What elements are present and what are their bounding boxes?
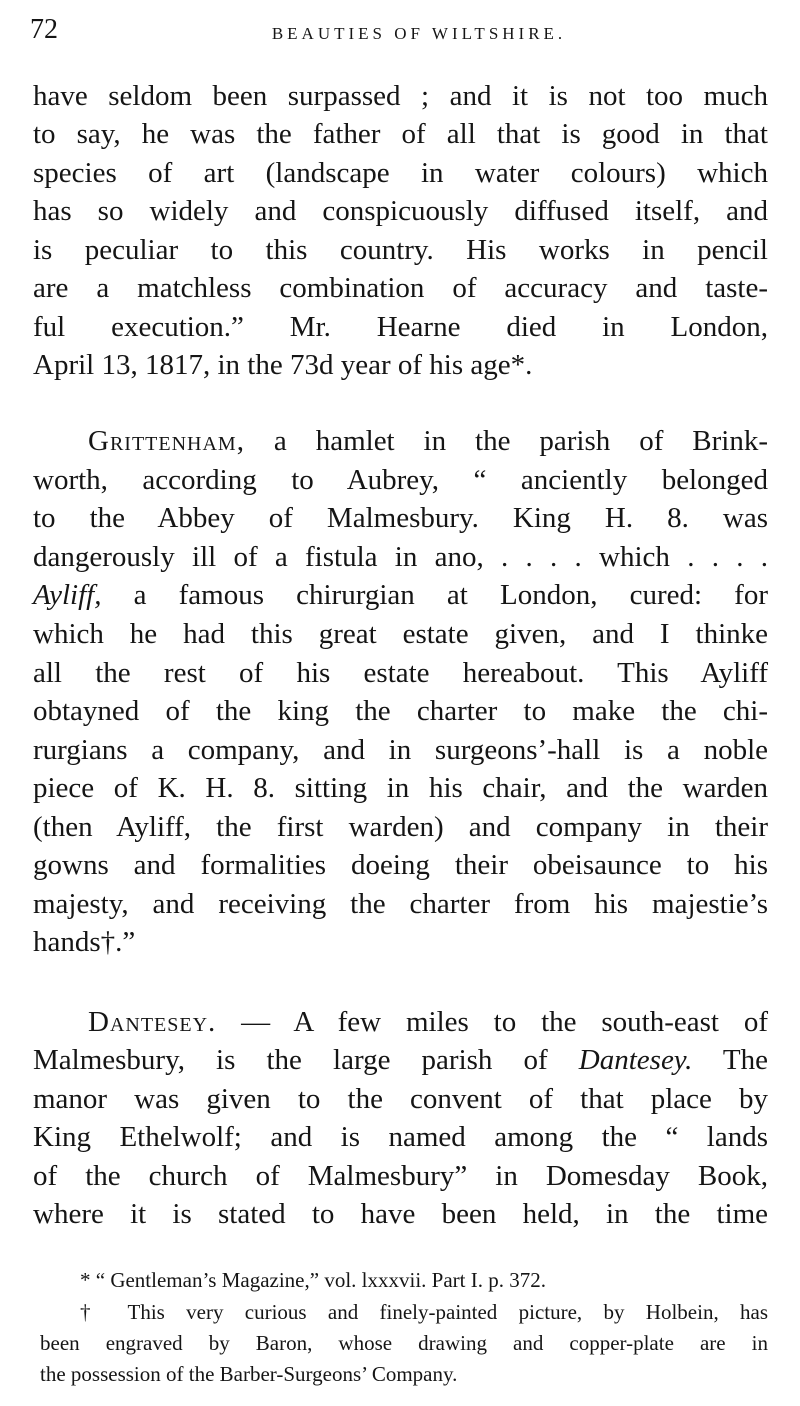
footnote-continuation: been engraved by Baron, whose drawing and copper-plate are in [40,1331,768,1355]
text-line: rurgians a company, and in surgeons’-hall is a noble [33,734,768,766]
text-line: which he had this great estate given, and I thinke [33,618,768,650]
footnote: † This very curious and finely-painted picture, by Holbein, has [80,1300,768,1324]
text-line: all the rest of his estate hereabout. This Ayliff [33,657,768,689]
text-line: majesty, and receiving the charter from his majestie’s [33,888,768,920]
footnote: * “ Gentleman’s Magazine,” vol. lxxxvii. Part I. p. 372. [80,1268,546,1292]
text-line: April 13, 1817, in the 73d year of his age*. [33,349,533,381]
entry-heading-grittenham: Grittenham, [88,425,245,457]
running-header [30,14,768,50]
text-line: of the church of Malmesbury” in Domesday Book, [33,1160,768,1192]
text-line: dangerously ill of a fistula in ano, . . . . which . . . . [33,541,768,573]
text-line: (then Ayliff, the first warden) and company in their [33,811,768,843]
text-line: obtayned of the king the charter to make the chi- [33,695,768,727]
italic-name: Ayliff, [33,579,102,611]
text-line: worth, according to Aubrey, “ anciently belonged [33,464,768,496]
text-line: where it is stated to have been held, in the time [33,1198,768,1230]
text-line: has so widely and conspicuously diffused itself, and [33,195,768,227]
page-number: 72 [30,14,58,45]
text-line: manor was given to the convent of that place by [33,1083,768,1115]
footnote-continuation: the possession of the Barber-Surgeons’ Company. [40,1362,458,1386]
text-line: are a matchless combination of accuracy and taste- [33,272,768,304]
text-line: ful execution.” Mr. Hearne died in London, [33,311,768,343]
running-title: BEAUTIES OF WILTSHIRE. [271,24,567,43]
text-line: King Ethelwolf; and is named among the “ lands [33,1121,768,1153]
text-line: piece of K. H. 8. sitting in his chair, and the warden [33,772,768,804]
text-line: to the Abbey of Malmesbury. King H. 8. was [33,502,768,534]
text-line: to say, he was the father of all that is good in that [33,118,768,150]
italic-name: Dantesey. [578,1044,693,1076]
text-line: hands†.” [33,926,136,958]
text-line: Ayliff, a famous chirurgian at London, cured: for [33,579,768,611]
text-line: have seldom been surpassed ; and it is not too much [33,80,768,112]
text-line: Dantesey. — A few miles to the south-east of [88,1006,768,1038]
text-line: Grittenham, a hamlet in the parish of Brink- [88,425,768,457]
text-line: Malmesbury, is the large parish of Dantesey. The [33,1044,769,1076]
entry-heading-dantesey: Dantesey. [88,1006,217,1038]
text-line: species of art (landscape in water colours) which [33,157,768,189]
text-line: gowns and formalities doeing their obeisaunce to his [33,849,768,881]
text-line: is peculiar to this country. His works in pencil [33,234,768,266]
